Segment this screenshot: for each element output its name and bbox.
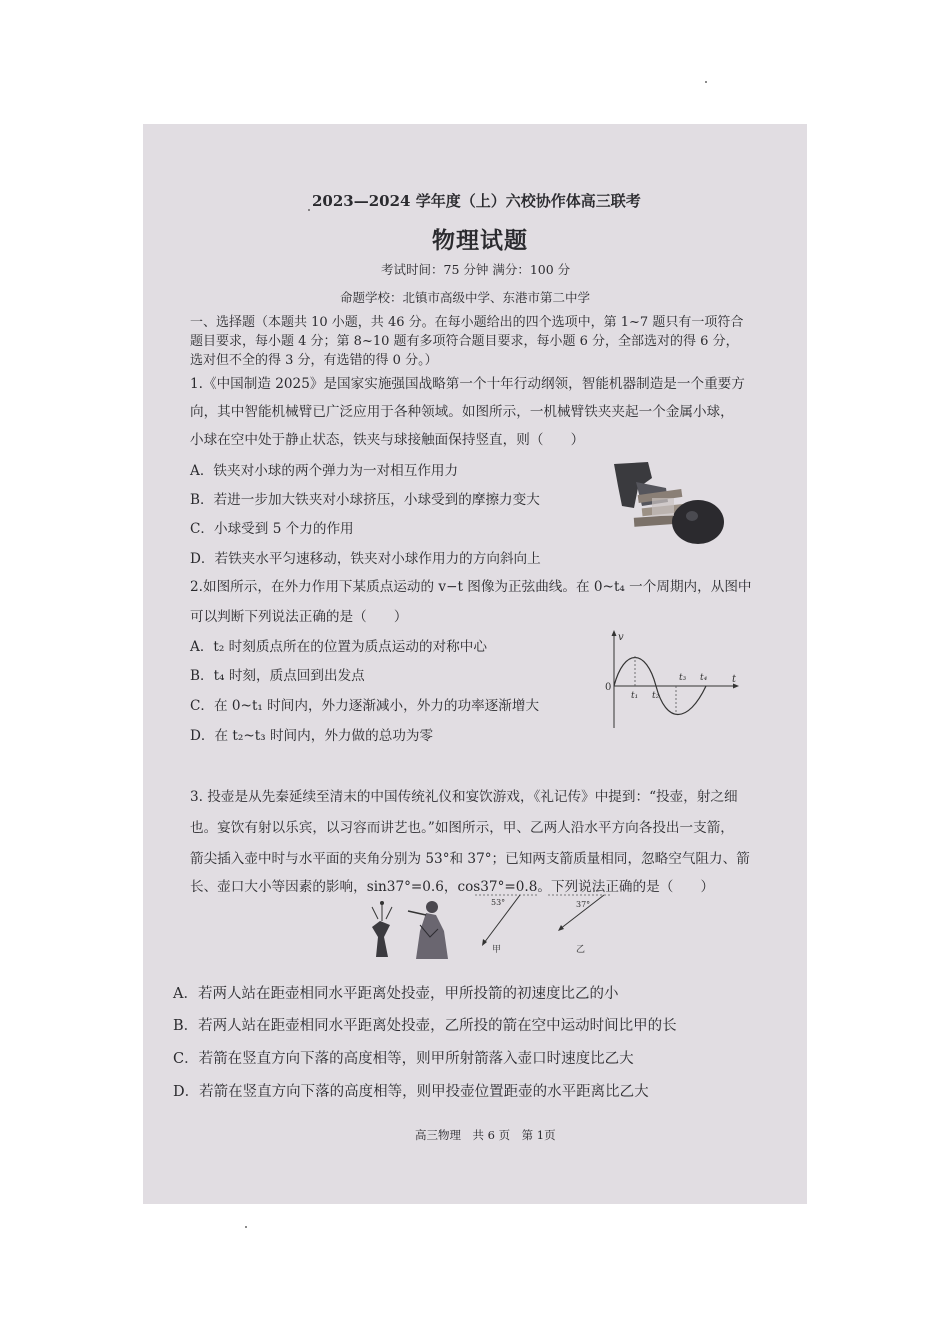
q3-stem: 长、壶口大小等因素的影响，sin37°=0.6，cos37°=0.8。下列说法正确的是（ ）: [190, 879, 715, 895]
section-instructions: 题目要求，每小题 4 分；第 8~10 题有多项符合题目要求，每小题 6 分，全部选对的得 6 分，: [190, 334, 739, 349]
q1-option-b: B．若进一步加大铁夹对小球挤压，小球受到的摩擦力变大: [190, 492, 540, 508]
speck: [308, 209, 310, 211]
q3-stem: 3. 投壶是从先秦延续至清末的中国传统礼仪和宴饮游戏，《礼记传》中提到：“投壶，射之细: [190, 789, 738, 805]
q2-option-c: C．在 0~t₁ 时间内，外力逐渐减小，外力的功率逐渐增大: [190, 698, 540, 714]
q1-stem: 1.《中国制造 2025》是国家实施强国战略第一个十年行动纲领，智能机器制造是一个重要方: [190, 376, 745, 392]
graph-tick-t3: t₃: [679, 673, 687, 683]
exam-title: 2023—2024 学年度（上）六校协作体高三联考: [312, 192, 641, 210]
angle-37: 37°: [576, 900, 591, 909]
player-illustration: [372, 901, 448, 959]
q1-stem: 向，其中智能机械臂已广泛应用于各种领域。如图所示，一机械臂铁夹夹起一个金属小球，: [190, 404, 734, 420]
q3-option-c: C．若箭在竖直方向下落的高度相等，则甲所射箭落入壶口时速度比乙大: [173, 1051, 634, 1067]
robot-arm-photo: [608, 458, 728, 548]
q3-option-a: A．若两人站在距壶相同水平距离处投壶，甲所投箭的初速度比乙的小: [173, 986, 619, 1002]
q2-option-b: B．t₄ 时刻，质点回到出发点: [190, 668, 365, 684]
q3-stem: 箭尖插入壶中时与水平面的夹角分别为 53°和 37°；已知两支箭质量相同，忽略空气阻力、箭: [190, 851, 750, 867]
graph-tick-t1: t₁: [631, 691, 639, 701]
q2-option-d: D．在 t₂~t₃ 时间内，外力做的总功为零: [190, 728, 434, 744]
label-yi: 乙: [576, 945, 586, 955]
q3-option-d: D．若箭在竖直方向下落的高度相等，则甲投壶位置距壶的水平距离比乙大: [173, 1084, 649, 1100]
section-instructions: 一、选择题（本题共 10 小题，共 46 分。在每小题给出的四个选项中，第 1~7 题只有一项符合: [190, 315, 744, 330]
page-footer: 高三物理 共 6 页 第 1页: [415, 1128, 556, 1142]
exam-schools: 命题学校：北镇市高级中学、东港市第二中学: [340, 290, 591, 305]
vt-graph: [602, 628, 744, 732]
q1-option-d: D．若铁夹水平匀速移动，铁夹对小球作用力的方向斜向上: [190, 551, 541, 567]
q2-option-a: A．t₂ 时刻质点所在的位置为质点运动的对称中心: [190, 639, 487, 655]
q2-stem: 可以判断下列说法正确的是（ ）: [190, 609, 408, 625]
q1-option-a: A．铁夹对小球的两个弹力为一对相互作用力: [190, 463, 459, 479]
graph-tick-t4: t₄: [700, 673, 708, 683]
subject-title: 物理试题: [432, 227, 528, 254]
angle-53: 53°: [491, 898, 506, 907]
speck: [245, 1226, 247, 1228]
label-jia: 甲: [492, 945, 502, 955]
graph-tick-t2: t₂: [652, 691, 660, 701]
section-instructions: 选对但不全的得 3 分，有选错的得 0 分。）: [190, 353, 438, 368]
graph-arrow-y: [612, 630, 617, 636]
pitch-pot-figure: [360, 885, 620, 963]
speck: [705, 81, 707, 83]
graph-origin: 0: [605, 682, 612, 693]
q3-option-b: B．若两人站在距壶相同水平距离处投壶，乙所投的箭在空中运动时间比甲的长: [173, 1018, 677, 1034]
q1-option-c: C．小球受到 5 个力的作用: [190, 521, 354, 537]
exam-info: 考试时间：75 分钟 满分：100 分: [381, 262, 571, 277]
graph-x-label: t: [732, 674, 737, 685]
q3-stem: 也。宴饮有射以乐宾，以习容而讲艺也。”如图所示，甲、乙两人沿水平方向各投出一支箭，: [190, 820, 734, 836]
graph-y-label: v: [618, 632, 624, 643]
q1-stem: 小球在空中处于静止状态，铁夹与球接触面保持竖直，则（ ）: [190, 432, 585, 448]
q2-stem: 2.如图所示，在外力作用下某质点运动的 v−t 图像为正弦曲线。在 0~t₄ 一个周期内，从图中: [190, 579, 752, 595]
